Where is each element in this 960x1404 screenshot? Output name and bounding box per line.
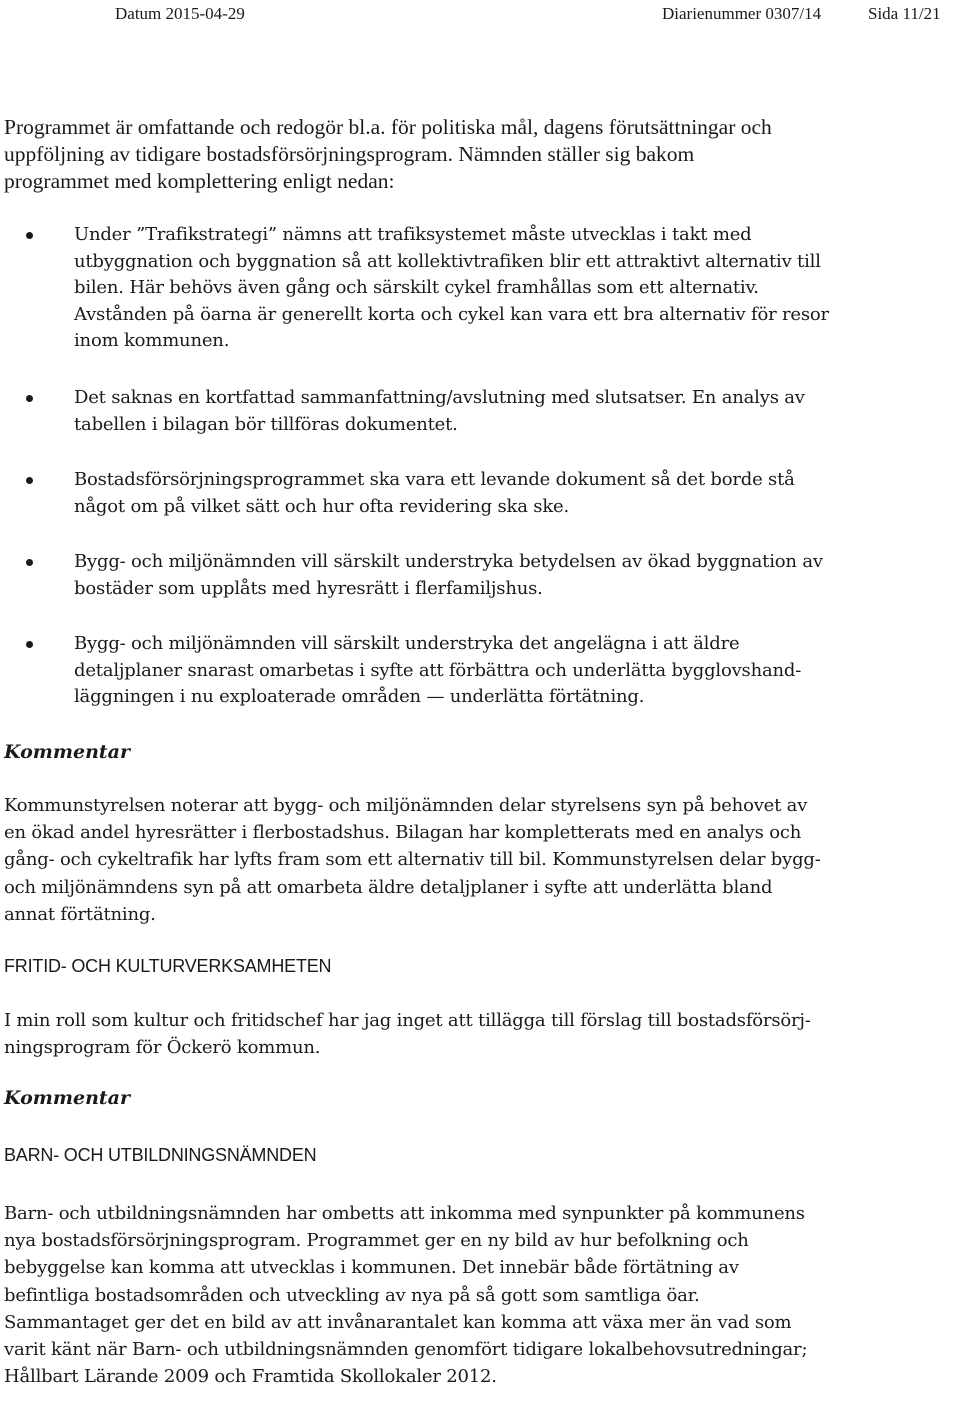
intro-line: uppföljning av tidigare bostadsförsörjningsprogram. Nämnden ställer sig bakom bbox=[4, 142, 695, 166]
paragraph-line: varit känt när Barn- och utbildningsnämnden genomfört tidigare lokalbehovsutredningar; bbox=[4, 1339, 808, 1361]
list-item-line: något om på vilket sätt och hur ofta revidering ska ske. bbox=[74, 495, 569, 517]
paragraph-line: bebyggelse kan komma att utvecklas i kommunen. Det innebär både förtätning av bbox=[4, 1257, 739, 1279]
paragraph-line: Kommunstyrelsen noterar att bygg- och miljönämnden delar styrelsens syn på behovet av bbox=[4, 795, 808, 816]
paragraph-line: befintliga bostadsområden och utveckling av nya på så gott som samtliga öar. bbox=[4, 1284, 700, 1306]
list-item-text bbox=[74, 467, 954, 520]
list-item-text bbox=[74, 385, 954, 438]
list-item-line: Bygg- och miljönämnden vill särskilt understryka betydelsen av ökad byggnation av bbox=[74, 551, 823, 572]
bullet-icon bbox=[26, 477, 33, 484]
list-item-line: Det saknas en kortfattad sammanfattning/avslutning med slutsatser. En analys av bbox=[74, 387, 805, 408]
header-date: Datum 2015-04-29 bbox=[115, 4, 245, 23]
list-item-line: Bostadsförsörjningsprogrammet ska vara ett levande dokument så det borde stå bbox=[74, 469, 795, 490]
section-heading-barn: BARN- OCH UTBILDNINGSNÄMNDEN bbox=[4, 1145, 317, 1165]
bullet-icon bbox=[26, 559, 33, 566]
list-item-line: bilen. Här behövs även gång och särskilt cykel framhållas som ett alternativ. bbox=[74, 277, 759, 298]
list-item-line: bostäder som upplåts med hyresrätt i flerfamiljshus. bbox=[74, 577, 543, 599]
list-item-line: detaljplaner snarast omarbetas i syfte att förbättra och underlätta bygglovshand- bbox=[74, 659, 802, 681]
list-item-line: inom kommunen. bbox=[74, 330, 230, 351]
page-header bbox=[0, 4, 960, 24]
paragraph-line: Hållbart Lärande 2009 och Framtida Skollokaler 2012. bbox=[4, 1366, 497, 1388]
list-item-text bbox=[74, 549, 954, 602]
paragraph-line: I min roll som kultur och fritidschef har jag inget att tillägga till förslag till bostadsförsörj- bbox=[4, 1010, 811, 1031]
intro-line: programmet med komplettering enligt nedan: bbox=[4, 169, 395, 193]
list-item-text bbox=[74, 631, 954, 711]
list-item-text bbox=[74, 222, 954, 355]
bullet-icon bbox=[26, 232, 33, 239]
paragraph-line: Barn- och utbildningsnämnden har ombetts att inkomma med synpunkter på kommunens bbox=[4, 1203, 805, 1224]
paragraph-line: gång- och cykeltrafik har lyfts fram som ett alternativ till bil. Kommunstyrelsen delar bygg- bbox=[4, 849, 821, 871]
paragraph-line: nya bostadsförsörjningsprogram. Programmet ger en ny bild av hur befolkning och bbox=[4, 1230, 749, 1252]
paragraph-line: Sammantaget ger det en bild av att invånarantalet kan komma att växa mer än vad som bbox=[4, 1311, 792, 1333]
fritid-paragraph bbox=[4, 1007, 956, 1061]
paragraph-line: annat förtätning. bbox=[4, 903, 156, 925]
comment-heading: Kommentar bbox=[4, 1087, 130, 1109]
bullet-icon bbox=[26, 395, 33, 402]
list-item-line: tabellen i bilagan bör tillföras dokumentet. bbox=[74, 413, 458, 435]
paragraph-line: och miljönämndens syn på att omarbeta äldre detaljplaner i syfte att underlätta bland bbox=[4, 876, 773, 898]
intro-line: Programmet är omfattande och redogör bl.a. för politiska mål, dagens förutsättningar och bbox=[4, 115, 772, 139]
bullet-icon bbox=[26, 641, 33, 648]
comment-paragraph bbox=[4, 792, 956, 928]
intro-paragraph bbox=[4, 114, 956, 195]
header-page-number: Sida 11/21 bbox=[868, 4, 941, 23]
section-heading-fritid: FRITID- OCH KULTURVERKSAMHETEN bbox=[4, 956, 332, 976]
list-item-line: Bygg- och miljönämnden vill särskilt understryka det angelägna i att äldre bbox=[74, 633, 740, 654]
list-item-line: Avstånden på öarna är generellt korta och cykel kan vara ett bra alternativ för resor bbox=[74, 303, 829, 325]
paragraph-line: ningsprogram för Öckerö kommun. bbox=[4, 1037, 321, 1059]
list-item-line: utbyggnation och byggnation så att kollektivtrafiken blir ett attraktivt alternativ till bbox=[74, 250, 821, 272]
comment-heading: Kommentar bbox=[4, 741, 130, 763]
list-item-line: Under ”Trafikstrategi” nämns att trafiksystemet måste utvecklas i takt med bbox=[74, 224, 752, 245]
list-item-line: läggningen i nu exploaterade områden — underlätta förtätning. bbox=[74, 686, 645, 707]
barn-paragraph bbox=[4, 1200, 956, 1390]
header-diarienummer: Diarienummer 0307/14 bbox=[662, 4, 822, 23]
paragraph-line: en ökad andel hyresrätter i flerbostadshus. Bilagan har kompletterats med en analys och bbox=[4, 822, 802, 844]
